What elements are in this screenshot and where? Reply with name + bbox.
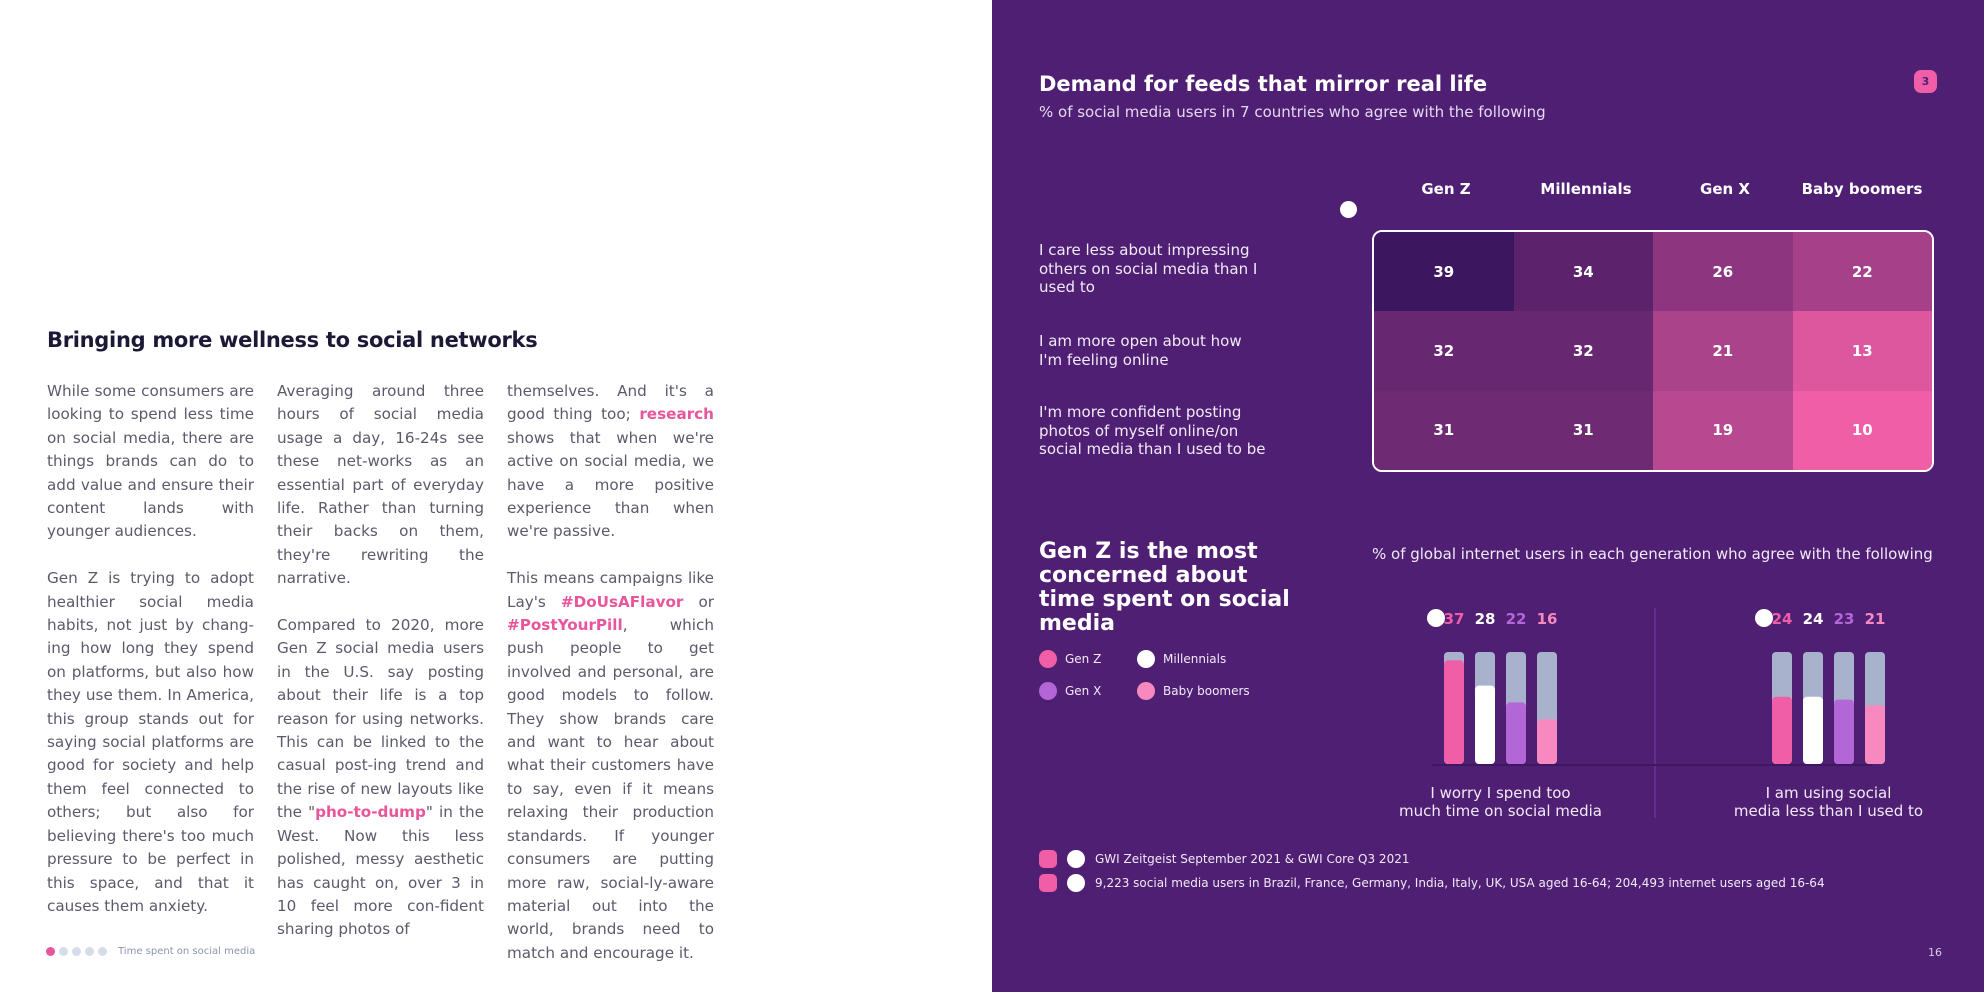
legend-label: Gen X — [1065, 684, 1102, 698]
chart-number-badge: 3 — [1914, 70, 1937, 93]
chart2-title: Gen Z is the most concerned about time spent on social media — [1039, 539, 1290, 636]
column-header: Millennials — [1540, 180, 1632, 198]
photo-dump-link[interactable]: pho-to-dump — [315, 803, 426, 822]
bar — [1444, 660, 1464, 764]
bar — [1803, 697, 1823, 764]
legend-swatch — [1137, 650, 1155, 668]
postyourpill-link[interactable]: #PostYourPill — [507, 616, 623, 635]
heatmap-cell: 26 — [1653, 232, 1793, 311]
heatmap-cell: 32 — [1374, 311, 1514, 390]
data-label: 24 — [1802, 610, 1824, 628]
legend-label: Baby boomers — [1163, 684, 1250, 698]
column-header: Baby boomers — [1801, 180, 1923, 198]
paragraph-text: This means campaigns like Lay's — [507, 569, 714, 611]
column-header: Gen Z — [1421, 180, 1471, 198]
progress-dot[interactable] — [85, 947, 94, 956]
bar — [1865, 705, 1885, 764]
source-dot-icon — [1067, 850, 1085, 868]
progress-dot[interactable] — [98, 947, 107, 956]
category-label: I worry I spend too — [1430, 784, 1571, 802]
paragraph-text: shows that when we're active on social media, we have a more positive experience than when we're passive. — [507, 428, 714, 541]
text-column-1 — [47, 380, 254, 942]
bar-chart — [1372, 600, 1942, 830]
bar — [1834, 700, 1854, 764]
section-label: Time spent on social media — [118, 946, 256, 957]
legend-swatch — [1137, 682, 1155, 700]
base-text: 9,223 social media users in Brazil, France, Germany, India, Italy, UK, USA aged 16-64; 204,493 internet users aged 16-64 — [1095, 876, 1825, 890]
paragraph-text: Compared to 2020, more Gen Z social media users in the U.S. say posting about their life is a top reason for using networks. This can be linked to the casual post-ing trend and the rise of new layouts like the " — [277, 616, 484, 822]
research-link[interactable]: research — [639, 405, 714, 424]
data-label: 37 — [1443, 610, 1465, 628]
data-label: 24 — [1771, 610, 1793, 628]
speech-bubble-icon — [1755, 609, 1773, 627]
paragraph: Gen Z is trying to adopt healthier social media habits, not just by chang-ing how long they spend on platforms, but also how they use them. In America, this group stands out for saying social platforms are good for society and help them feel connected to others; but also for believing there's too much pressure to be perfect in this space, and that it causes them anxiety. — [47, 569, 254, 915]
bar — [1506, 702, 1526, 764]
source-text: GWI Zeitgeist September 2021 & GWI Core Q3 2021 — [1095, 852, 1410, 866]
heatmap-cell: 10 — [1793, 391, 1933, 470]
legend-swatch — [1039, 682, 1057, 700]
base-dot-icon — [1067, 874, 1085, 892]
paragraph: While some consumers are looking to spend less time on social media, there are things brands can do to add value and ensure their content lands with younger audiences. — [47, 382, 254, 541]
heatmap-cell: 31 — [1514, 391, 1654, 470]
row-label: I am more open about how I'm feeling online — [1039, 332, 1242, 369]
dousaflavor-link[interactable]: #DoUsAFlavor — [560, 592, 684, 611]
heatmap-cell: 39 — [1374, 232, 1514, 311]
paragraph-text: or — [683, 592, 714, 611]
heatmap-cell: 31 — [1374, 391, 1514, 470]
heatmap-cell: 13 — [1793, 311, 1933, 390]
data-label: 28 — [1474, 610, 1496, 628]
legend-swatch — [1039, 650, 1057, 668]
heatmap-cell: 19 — [1653, 391, 1793, 470]
text-column-3 — [507, 380, 714, 989]
paragraph — [277, 614, 484, 942]
row-label: I care less about impressing others on social media than I used to — [1039, 241, 1258, 296]
chart-subtitle: % of social media users in 7 countries who agree with the following — [1039, 103, 1546, 121]
heatmap-cell: 32 — [1514, 311, 1654, 390]
section-progress — [46, 946, 255, 957]
paragraph — [507, 380, 714, 544]
speech-bubble-icon — [1427, 609, 1445, 627]
bar — [1772, 697, 1792, 764]
speech-bubble-icon — [1340, 201, 1357, 218]
heatmap-table — [1372, 230, 1934, 472]
legend-item — [1039, 682, 1137, 700]
paragraph-text: " in the West. Now this less polished, messy aesthetic has caught on, over 3 in 10 feel more con-fident sharing photos of — [277, 803, 484, 939]
data-label: 23 — [1833, 610, 1855, 628]
legend — [1039, 650, 1299, 700]
bar — [1537, 719, 1557, 764]
paragraph: Averaging around three hours of social media usage a day, 16-24s see these net-works as an essential part of everyday life. Rather than turning their backs on them, they're rewriting the narrative. — [277, 382, 484, 588]
paragraph — [507, 567, 714, 965]
heatmap-cell: 21 — [1653, 311, 1793, 390]
heatmap-cell: 34 — [1514, 232, 1654, 311]
legend-label: Millennials — [1163, 652, 1227, 666]
source-line — [1039, 850, 1409, 868]
category-label: much time on social media — [1398, 802, 1603, 820]
right-page — [992, 0, 1984, 992]
source-tag-icon — [1039, 850, 1057, 868]
heatmap-cell: 22 — [1793, 232, 1933, 311]
base-line — [1039, 874, 1825, 892]
legend-label: Gen Z — [1065, 652, 1102, 666]
row-label: I'm more confident posting photos of myself online/on social media than I used to be — [1039, 403, 1266, 458]
category-label: I am using social — [1765, 784, 1892, 802]
data-label: 16 — [1536, 610, 1558, 628]
progress-dot-active[interactable] — [46, 947, 55, 956]
column-header: Gen X — [1700, 180, 1750, 198]
article-heading: Bringing more wellness to social networks — [47, 328, 538, 352]
progress-dot[interactable] — [59, 947, 68, 956]
data-label: 21 — [1864, 610, 1886, 628]
bar — [1475, 686, 1495, 764]
paragraph-text: themselves. And it's a good thing too; — [507, 382, 714, 424]
text-column-2 — [277, 380, 484, 965]
legend-item — [1137, 650, 1287, 668]
chart-title: Demand for feeds that mirror real life — [1039, 72, 1488, 96]
data-label: 22 — [1505, 610, 1527, 628]
category-label: media less than I used to — [1733, 802, 1924, 820]
base-tag-icon — [1039, 874, 1057, 892]
chart2-subtitle: % of global internet users in each generation who agree with the following — [1372, 545, 1933, 563]
progress-dot[interactable] — [72, 947, 81, 956]
legend-item — [1137, 682, 1287, 700]
paragraph-text: , which push people to get involved and personal, are good models to follow. They show brands care and want to hear about what their customers have to say, even if it means relaxing their production standards. If younger consumers are putting more raw, social-ly-aware material out into the world, brands need to match and encourage it. — [507, 616, 714, 962]
page-number: 16 — [1928, 946, 1942, 959]
legend-item — [1039, 650, 1137, 668]
